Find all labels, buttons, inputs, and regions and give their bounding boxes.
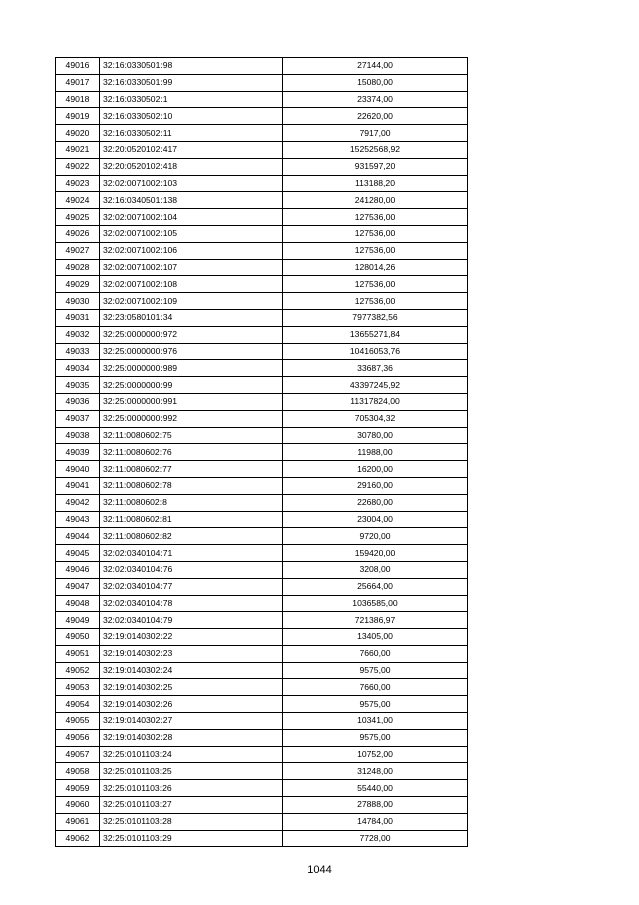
cadastral-value-cell: 11988,00 [283,444,468,461]
cadastral-number-cell: 32:02:0071002:108 [100,276,283,293]
cadastral-value-cell: 113188,20 [283,175,468,192]
row-number-cell: 49051 [56,645,100,662]
cadastral-number-cell: 32:11:0080602:76 [100,444,283,461]
cadastral-value-cell: 931597,20 [283,158,468,175]
table-row [56,830,468,847]
row-number-cell: 49025 [56,209,100,226]
row-number-cell: 49049 [56,612,100,629]
table-row [56,780,468,797]
cadastral-number-cell: 32:02:0071002:107 [100,259,283,276]
table-row [56,763,468,780]
cadastral-number-cell: 32:25:0000000:992 [100,410,283,427]
row-number-cell: 49016 [56,58,100,75]
cadastral-number-cell: 32:02:0340104:77 [100,578,283,595]
row-number-cell: 49044 [56,528,100,545]
cadastral-value-cell: 16200,00 [283,461,468,478]
cadastral-number-cell: 32:11:0080602:75 [100,427,283,444]
cadastral-number-cell: 32:20:0520102:417 [100,141,283,158]
table-row [56,612,468,629]
cadastral-value-cell: 7917,00 [283,125,468,142]
row-number-cell: 49038 [56,427,100,444]
cadastral-value-table [55,57,468,847]
row-number-cell: 49040 [56,461,100,478]
cadastral-number-cell: 32:19:0140302:22 [100,629,283,646]
cadastral-value-cell: 30780,00 [283,427,468,444]
row-number-cell: 49017 [56,74,100,91]
row-number-cell: 49047 [56,578,100,595]
cadastral-value-cell: 127536,00 [283,225,468,242]
row-number-cell: 49022 [56,158,100,175]
row-number-cell: 49043 [56,511,100,528]
row-number-cell: 49054 [56,696,100,713]
row-number-cell: 49046 [56,561,100,578]
row-number-cell: 49024 [56,192,100,209]
cadastral-number-cell: 32:11:0080602:77 [100,461,283,478]
cadastral-number-cell: 32:02:0340104:76 [100,561,283,578]
row-number-cell: 49019 [56,108,100,125]
row-number-cell: 49053 [56,679,100,696]
cadastral-number-cell: 32:19:0140302:26 [100,696,283,713]
cadastral-number-cell: 32:02:0340104:71 [100,545,283,562]
table-row [56,242,468,259]
row-number-cell: 49055 [56,713,100,730]
row-number-cell: 49060 [56,797,100,814]
table-row [56,545,468,562]
row-number-cell: 49034 [56,360,100,377]
cadastral-number-cell: 32:19:0140302:27 [100,713,283,730]
table-row [56,561,468,578]
row-number-cell: 49032 [56,326,100,343]
table-row [56,797,468,814]
table-row [56,629,468,646]
cadastral-value-cell: 3208,00 [283,561,468,578]
row-number-cell: 49056 [56,729,100,746]
cadastral-value-cell: 11317824,00 [283,393,468,410]
cadastral-number-cell: 32:25:0000000:976 [100,343,283,360]
table-row [56,713,468,730]
cadastral-value-cell: 127536,00 [283,209,468,226]
cadastral-number-cell: 32:02:0340104:79 [100,612,283,629]
table-row [56,125,468,142]
cadastral-value-cell: 721386,97 [283,612,468,629]
row-number-cell: 49052 [56,662,100,679]
row-number-cell: 49028 [56,259,100,276]
table-row [56,343,468,360]
row-number-cell: 49035 [56,377,100,394]
cadastral-value-cell: 33687,36 [283,360,468,377]
cadastral-value-cell: 31248,00 [283,763,468,780]
cadastral-number-cell: 32:25:0101103:26 [100,780,283,797]
cadastral-value-cell: 127536,00 [283,276,468,293]
cadastral-value-cell: 13655271,84 [283,326,468,343]
cadastral-number-cell: 32:25:0000000:972 [100,326,283,343]
cadastral-number-cell: 32:02:0071002:106 [100,242,283,259]
cadastral-value-cell: 23374,00 [283,91,468,108]
cadastral-value-cell: 25664,00 [283,578,468,595]
cadastral-value-cell: 705304,32 [283,410,468,427]
cadastral-number-cell: 32:25:0101103:28 [100,813,283,830]
table-row [56,108,468,125]
table-row [56,225,468,242]
table-row [56,259,468,276]
cadastral-number-cell: 32:16:0330501:98 [100,58,283,75]
cadastral-number-cell: 32:02:0071002:105 [100,225,283,242]
table-row [56,578,468,595]
cadastral-value-cell: 14784,00 [283,813,468,830]
row-number-cell: 49020 [56,125,100,142]
cadastral-value-cell: 23004,00 [283,511,468,528]
row-number-cell: 49059 [56,780,100,797]
table-row [56,158,468,175]
cadastral-value-cell: 9575,00 [283,662,468,679]
row-number-cell: 49027 [56,242,100,259]
table-row [56,494,468,511]
cadastral-value-cell: 15080,00 [283,74,468,91]
cadastral-value-cell: 27144,00 [283,58,468,75]
row-number-cell: 49045 [56,545,100,562]
row-number-cell: 49026 [56,225,100,242]
table-row [56,393,468,410]
cadastral-value-cell: 9575,00 [283,696,468,713]
row-number-cell: 49050 [56,629,100,646]
table-row [56,645,468,662]
cadastral-value-cell: 9720,00 [283,528,468,545]
table-row [56,141,468,158]
table-row [56,427,468,444]
cadastral-value-cell: 159420,00 [283,545,468,562]
row-number-cell: 49042 [56,494,100,511]
table-row [56,511,468,528]
cadastral-number-cell: 32:25:0000000:991 [100,393,283,410]
cadastral-value-cell: 10416053,76 [283,343,468,360]
cadastral-number-cell: 32:20:0520102:418 [100,158,283,175]
cadastral-number-cell: 32:02:0340104:78 [100,595,283,612]
cadastral-value-cell: 55440,00 [283,780,468,797]
table-row [56,192,468,209]
cadastral-number-cell: 32:16:0330502:11 [100,125,283,142]
cadastral-number-cell: 32:25:0101103:29 [100,830,283,847]
cadastral-value-cell: 29160,00 [283,477,468,494]
cadastral-number-cell: 32:23:0580101:34 [100,309,283,326]
cadastral-value-cell: 27888,00 [283,797,468,814]
row-number-cell: 49029 [56,276,100,293]
row-number-cell: 49061 [56,813,100,830]
row-number-cell: 49062 [56,830,100,847]
cadastral-number-cell: 32:16:0340501:138 [100,192,283,209]
cadastral-value-cell: 7660,00 [283,679,468,696]
cadastral-number-cell: 32:02:0071002:109 [100,293,283,310]
table-row [56,410,468,427]
row-number-cell: 49057 [56,746,100,763]
table-row [56,293,468,310]
table-row [56,461,468,478]
cadastral-number-cell: 32:19:0140302:28 [100,729,283,746]
cadastral-value-cell: 127536,00 [283,293,468,310]
table-row [56,477,468,494]
cadastral-value-cell: 128014,26 [283,259,468,276]
row-number-cell: 49021 [56,141,100,158]
cadastral-number-cell: 32:25:0101103:27 [100,797,283,814]
cadastral-value-cell: 43397245,92 [283,377,468,394]
table-row [56,360,468,377]
table-row [56,309,468,326]
cadastral-value-cell: 1036585,00 [283,595,468,612]
table-row [56,91,468,108]
table-row [56,528,468,545]
table-body [56,58,468,847]
cadastral-value-cell: 241280,00 [283,192,468,209]
cadastral-number-cell: 32:25:0000000:989 [100,360,283,377]
row-number-cell: 49030 [56,293,100,310]
cadastral-value-cell: 9575,00 [283,729,468,746]
cadastral-number-cell: 32:11:0080602:8 [100,494,283,511]
cadastral-number-cell: 32:02:0071002:104 [100,209,283,226]
row-number-cell: 49033 [56,343,100,360]
table-row [56,696,468,713]
row-number-cell: 49018 [56,91,100,108]
cadastral-value-cell: 7660,00 [283,645,468,662]
cadastral-number-cell: 32:16:0330502:1 [100,91,283,108]
cadastral-number-cell: 32:16:0330502:10 [100,108,283,125]
cadastral-value-cell: 22680,00 [283,494,468,511]
table-row [56,444,468,461]
table-row [56,326,468,343]
row-number-cell: 49036 [56,393,100,410]
cadastral-number-cell: 32:11:0080602:81 [100,511,283,528]
cadastral-number-cell: 32:19:0140302:23 [100,645,283,662]
page-number: 1044 [307,864,332,876]
table-row [56,58,468,75]
table-row [56,377,468,394]
cadastral-number-cell: 32:25:0000000:99 [100,377,283,394]
cadastral-value-cell: 13405,00 [283,629,468,646]
table-row [56,729,468,746]
cadastral-number-cell: 32:11:0080602:82 [100,528,283,545]
table-row [56,679,468,696]
table-row [56,662,468,679]
cadastral-value-cell: 15252568,92 [283,141,468,158]
cadastral-value-cell: 10341,00 [283,713,468,730]
cadastral-number-cell: 32:16:0330501:99 [100,74,283,91]
cadastral-number-cell: 32:25:0101103:25 [100,763,283,780]
cadastral-number-cell: 32:19:0140302:24 [100,662,283,679]
cadastral-number-cell: 32:02:0071002:103 [100,175,283,192]
table-row [56,74,468,91]
table-row [56,175,468,192]
row-number-cell: 49037 [56,410,100,427]
cadastral-number-cell: 32:19:0140302:25 [100,679,283,696]
cadastral-value-cell: 10752,00 [283,746,468,763]
cadastral-number-cell: 32:11:0080602:78 [100,477,283,494]
row-number-cell: 49048 [56,595,100,612]
table-row [56,595,468,612]
cadastral-value-cell: 7977382,56 [283,309,468,326]
cadastral-value-cell: 127536,00 [283,242,468,259]
row-number-cell: 49039 [56,444,100,461]
cadastral-value-cell: 22620,00 [283,108,468,125]
cadastral-value-cell: 7728,00 [283,830,468,847]
cadastral-number-cell: 32:25:0101103:24 [100,746,283,763]
row-number-cell: 49041 [56,477,100,494]
table-row [56,813,468,830]
row-number-cell: 49023 [56,175,100,192]
table-row [56,276,468,293]
table-row [56,209,468,226]
row-number-cell: 49058 [56,763,100,780]
row-number-cell: 49031 [56,309,100,326]
table-row [56,746,468,763]
